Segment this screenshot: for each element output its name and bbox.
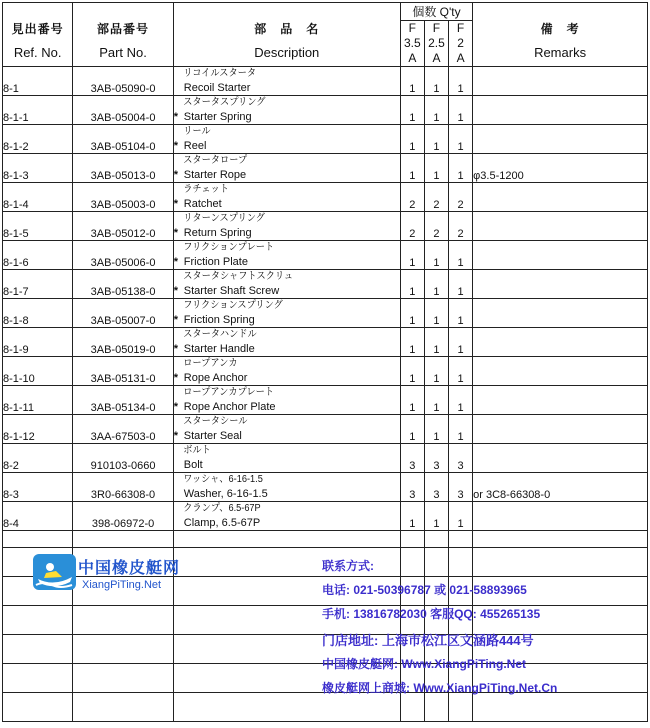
- ref-no: 8-1-7: [3, 270, 73, 299]
- empty-cell: [73, 606, 173, 635]
- header-desc-jp: 部 品 名: [254, 22, 320, 36]
- description-en-text: Friction Spring: [183, 314, 255, 326]
- header-remarks: [473, 3, 648, 67]
- description-jp: フリクションプレート: [182, 242, 274, 253]
- empty-row: [3, 531, 648, 548]
- assembly-star: *: [173, 140, 179, 152]
- description-en-text: Rope Anchor: [183, 372, 248, 384]
- description: [173, 299, 400, 328]
- header-qty: 個数 Q'ty: [400, 3, 472, 21]
- empty-cell: [473, 693, 648, 722]
- table-row: [3, 386, 648, 415]
- description: [173, 444, 400, 473]
- ref-no: 8-1-2: [3, 125, 73, 154]
- qty-value: 1: [449, 154, 473, 183]
- assembly-star: *: [173, 401, 179, 413]
- description-en-text: Starter Shaft Screw: [183, 285, 280, 297]
- assembly-star: *: [173, 256, 179, 268]
- contact-address: 门店地址: 上海市松江区文涵路444号: [322, 633, 534, 648]
- description-jp: ロープアンカプレート: [182, 387, 274, 398]
- description-en: [174, 255, 400, 269]
- description-en: [174, 81, 400, 95]
- remarks: [473, 96, 648, 125]
- part-no: 3AB-05138-0: [73, 270, 173, 299]
- ref-no: 8-1-10: [3, 357, 73, 386]
- qty-value: 2: [424, 212, 448, 241]
- table-row: [3, 154, 648, 183]
- qty-value: 1: [400, 328, 424, 357]
- qty-col-1: F 3.5 A: [400, 21, 424, 67]
- header-remarks-en: Remarks: [534, 45, 587, 60]
- ref-no: 8-1-3: [3, 154, 73, 183]
- qty-value: 1: [449, 357, 473, 386]
- assembly-star: *: [173, 314, 179, 326]
- empty-cell: [3, 693, 73, 722]
- qty-value: 1: [400, 270, 424, 299]
- qty-value: 1: [449, 125, 473, 154]
- description: [173, 154, 400, 183]
- part-no: 3AB-05004-0: [73, 96, 173, 125]
- empty-cell: [400, 693, 424, 722]
- qty-value: 1: [400, 96, 424, 125]
- remarks: [473, 67, 648, 96]
- description: [173, 67, 400, 96]
- ref-no: 8-1-8: [3, 299, 73, 328]
- description-en: [174, 197, 400, 211]
- contact-mobile: 手机: 13816782030 客服QQ: 455265135: [322, 607, 541, 621]
- remarks: or 3C8-66308-0: [473, 473, 648, 502]
- header-part-en: Part No.: [99, 45, 147, 60]
- qty-value: 3: [400, 444, 424, 473]
- description: [173, 473, 400, 502]
- description-en: [174, 487, 400, 501]
- remarks: [473, 328, 648, 357]
- table-row: [3, 357, 648, 386]
- part-no: 3AB-05012-0: [73, 212, 173, 241]
- ref-no: 8-2: [3, 444, 73, 473]
- description-en: [174, 342, 400, 356]
- assembly-star: *: [173, 111, 179, 123]
- empty-cell: [449, 548, 473, 577]
- qty-value: 1: [400, 502, 424, 531]
- ref-no: 8-1-5: [3, 212, 73, 241]
- header-part: [73, 3, 173, 67]
- table-row: [3, 241, 648, 270]
- header-desc: [173, 3, 400, 67]
- description-en: [174, 226, 400, 240]
- table-row: [3, 473, 648, 502]
- table-row: [3, 183, 648, 212]
- ref-no: 8-1-1: [3, 96, 73, 125]
- table-row: [3, 415, 648, 444]
- assembly-star: *: [173, 198, 179, 210]
- part-no: 910103-0660: [73, 444, 173, 473]
- empty-cell: [400, 548, 424, 577]
- header-part-jp: 部品番号: [97, 22, 150, 36]
- description-en-text: Bolt: [183, 459, 203, 471]
- empty-cell: [473, 531, 648, 548]
- table-row: [3, 212, 648, 241]
- qty-value: 3: [400, 473, 424, 502]
- assembly-star: *: [173, 343, 179, 355]
- qty-value: 1: [449, 386, 473, 415]
- qty-value: 1: [400, 241, 424, 270]
- table-row: [3, 96, 648, 125]
- description-jp: リール: [182, 126, 211, 137]
- qty-value: 1: [424, 299, 448, 328]
- description: [173, 328, 400, 357]
- header-desc-en: Description: [254, 45, 320, 60]
- qty-value: 1: [400, 415, 424, 444]
- contact-title: 联系方式:: [322, 559, 374, 573]
- description: [173, 270, 400, 299]
- description-en-text: Clamp, 6.5-67P: [183, 517, 261, 529]
- qty-value: 1: [424, 270, 448, 299]
- description: [173, 212, 400, 241]
- description-en: [174, 429, 400, 443]
- description-en: [174, 284, 400, 298]
- header-row: [3, 3, 648, 21]
- description: [173, 96, 400, 125]
- description-jp: スタータハンドル: [182, 329, 257, 340]
- remarks: [473, 241, 648, 270]
- qty-value: 1: [400, 386, 424, 415]
- description-jp: スタータスプリング: [182, 97, 266, 108]
- qty-value: 1: [400, 357, 424, 386]
- description-en-text: Washer, 6-16-1.5: [183, 488, 268, 500]
- ref-no: 8-1-9: [3, 328, 73, 357]
- qty-value: 2: [449, 212, 473, 241]
- qty-value: 1: [449, 415, 473, 444]
- qty-value: 1: [449, 270, 473, 299]
- remarks: [473, 502, 648, 531]
- contact-site: 中国橡皮艇网: Www.XiangPiTing.Net: [322, 657, 527, 671]
- part-no: 3R0-66308-0: [73, 473, 173, 502]
- description-en-text: Starter Seal: [183, 430, 242, 442]
- description: [173, 183, 400, 212]
- table-row: [3, 444, 648, 473]
- part-no: 3AA-67503-0: [73, 415, 173, 444]
- description: [173, 125, 400, 154]
- empty-cell: [473, 548, 648, 577]
- qty-value: 1: [424, 357, 448, 386]
- description-jp: スタータシール: [182, 416, 248, 427]
- qty-value: 1: [449, 241, 473, 270]
- remarks: [473, 125, 648, 154]
- empty-cell: [424, 693, 448, 722]
- ref-no: 8-1: [3, 67, 73, 96]
- boat-logo-icon: [32, 553, 77, 591]
- header-ref-en: Ref. No.: [13, 45, 62, 60]
- description-en: [174, 110, 400, 124]
- table-row: [3, 328, 648, 357]
- qty-value: 1: [424, 415, 448, 444]
- description-en-text: Friction Plate: [183, 256, 248, 268]
- description-en-text: Recoil Starter: [183, 82, 251, 94]
- table-row: [3, 270, 648, 299]
- qty-col-3: F 2 A: [449, 21, 473, 67]
- description-jp: スタータロープ: [182, 155, 247, 166]
- qty-value: 1: [449, 502, 473, 531]
- qty-col-2: F 2.5 A: [424, 21, 448, 67]
- description: [173, 386, 400, 415]
- empty-cell: [73, 664, 173, 693]
- qty-value: 2: [424, 183, 448, 212]
- empty-cell: [3, 664, 73, 693]
- qty-value: 2: [400, 183, 424, 212]
- description-en-text: Reel: [183, 140, 207, 152]
- table-row: [3, 299, 648, 328]
- description-jp: スタータシャフトスクリュ: [182, 271, 293, 282]
- part-no: 3AB-05104-0: [73, 125, 173, 154]
- qty-value: 2: [449, 183, 473, 212]
- ref-no: 8-4: [3, 502, 73, 531]
- logo-cn-text: 中国橡皮艇网: [78, 560, 181, 577]
- description-en-text: Return Spring: [183, 227, 252, 239]
- description-jp: ワッシャ、6-16-1.5: [182, 474, 263, 485]
- assembly-star: *: [173, 227, 179, 239]
- description-jp: ボルト: [182, 445, 211, 456]
- empty-cell: [424, 548, 448, 577]
- contact-shop: 橡皮艇网上商城: Www.XiangPiTing.Net.Cn: [322, 681, 558, 695]
- header-remarks-jp: 備 考: [540, 22, 580, 36]
- qty-value: 1: [449, 96, 473, 125]
- empty-cell: [73, 531, 173, 548]
- remarks: [473, 212, 648, 241]
- description-jp: リコイルスタータ: [182, 68, 256, 79]
- description-en: [174, 516, 400, 530]
- description: [173, 415, 400, 444]
- description-en: [174, 371, 400, 385]
- qty-value: 3: [449, 473, 473, 502]
- part-no: 3AB-05134-0: [73, 386, 173, 415]
- part-no: 3AB-05131-0: [73, 357, 173, 386]
- qty-value: 1: [424, 154, 448, 183]
- description: [173, 357, 400, 386]
- qty-value: 1: [424, 96, 448, 125]
- header-ref: [3, 3, 73, 67]
- qty-value: 1: [424, 241, 448, 270]
- assembly-star: *: [173, 285, 179, 297]
- table-row: [3, 502, 648, 531]
- remarks: [473, 444, 648, 473]
- qty-value: 1: [424, 386, 448, 415]
- description-en: [174, 168, 400, 182]
- remarks: [473, 415, 648, 444]
- description-jp: クランプ、6.5-67P: [182, 503, 261, 514]
- description-en: [174, 458, 400, 472]
- empty-cell: [173, 531, 400, 548]
- description-jp: ロープアンカ: [182, 358, 238, 369]
- empty-cell: [3, 531, 73, 548]
- part-no: 3AB-05006-0: [73, 241, 173, 270]
- qty-value: 1: [424, 502, 448, 531]
- description-en-text: Starter Handle: [183, 343, 255, 355]
- qty-value: 1: [400, 67, 424, 96]
- remarks: [473, 386, 648, 415]
- empty-cell: [424, 531, 448, 548]
- empty-cell: [173, 693, 400, 722]
- part-no: 3AB-05090-0: [73, 67, 173, 96]
- qty-value: 1: [449, 67, 473, 96]
- ref-no: 8-1-11: [3, 386, 73, 415]
- remarks: φ3.5-1200: [473, 154, 648, 183]
- description-jp: フリクションスプリング: [182, 300, 283, 311]
- assembly-star: *: [173, 430, 179, 442]
- qty-value: 3: [424, 444, 448, 473]
- part-no: 3AB-05007-0: [73, 299, 173, 328]
- description-en-text: Starter Rope: [183, 169, 247, 181]
- table-row: [3, 125, 648, 154]
- assembly-star: *: [173, 372, 179, 384]
- description-en: [174, 313, 400, 327]
- qty-value: 1: [424, 328, 448, 357]
- ref-no: 8-1-4: [3, 183, 73, 212]
- part-no: 3AB-05003-0: [73, 183, 173, 212]
- qty-value: 1: [424, 125, 448, 154]
- qty-value: 3: [449, 444, 473, 473]
- part-no: 398-06972-0: [73, 502, 173, 531]
- empty-cell: [73, 693, 173, 722]
- contact-phone: 电话: 021-50396787 或 021-58893965: [322, 583, 527, 597]
- qty-value: 1: [400, 125, 424, 154]
- description: [173, 241, 400, 270]
- qty-value: 2: [400, 212, 424, 241]
- empty-cell: [449, 531, 473, 548]
- empty-cell: [449, 693, 473, 722]
- remarks: [473, 270, 648, 299]
- description-jp: リターンスプリング: [182, 213, 265, 224]
- qty-value: 1: [449, 299, 473, 328]
- ref-no: 8-1-12: [3, 415, 73, 444]
- description-en: [174, 139, 400, 153]
- part-no: 3AB-05013-0: [73, 154, 173, 183]
- qty-value: 1: [424, 67, 448, 96]
- table-row: [3, 67, 648, 96]
- empty-cell: [3, 635, 73, 664]
- description-jp: ラチェット: [182, 184, 229, 195]
- description-en: [174, 400, 400, 414]
- remarks: [473, 183, 648, 212]
- qty-value: 1: [449, 328, 473, 357]
- empty-row: [3, 693, 648, 722]
- description-en-text: Rope Anchor Plate: [183, 401, 276, 413]
- empty-cell: [73, 635, 173, 664]
- logo-en-text: XiangPiTing.Net: [82, 579, 162, 591]
- ref-no: 8-3: [3, 473, 73, 502]
- description-en-text: Starter Spring: [183, 111, 252, 123]
- part-no: 3AB-05019-0: [73, 328, 173, 357]
- ref-no: 8-1-6: [3, 241, 73, 270]
- header-ref-jp: 見出番号: [11, 22, 64, 36]
- description: [173, 502, 400, 531]
- remarks: [473, 357, 648, 386]
- qty-value: 1: [400, 299, 424, 328]
- empty-cell: [3, 606, 73, 635]
- remarks: [473, 299, 648, 328]
- qty-value: 1: [400, 154, 424, 183]
- description-en-text: Ratchet: [183, 198, 222, 210]
- assembly-star: *: [173, 169, 179, 181]
- empty-cell: [400, 531, 424, 548]
- qty-value: 3: [424, 473, 448, 502]
